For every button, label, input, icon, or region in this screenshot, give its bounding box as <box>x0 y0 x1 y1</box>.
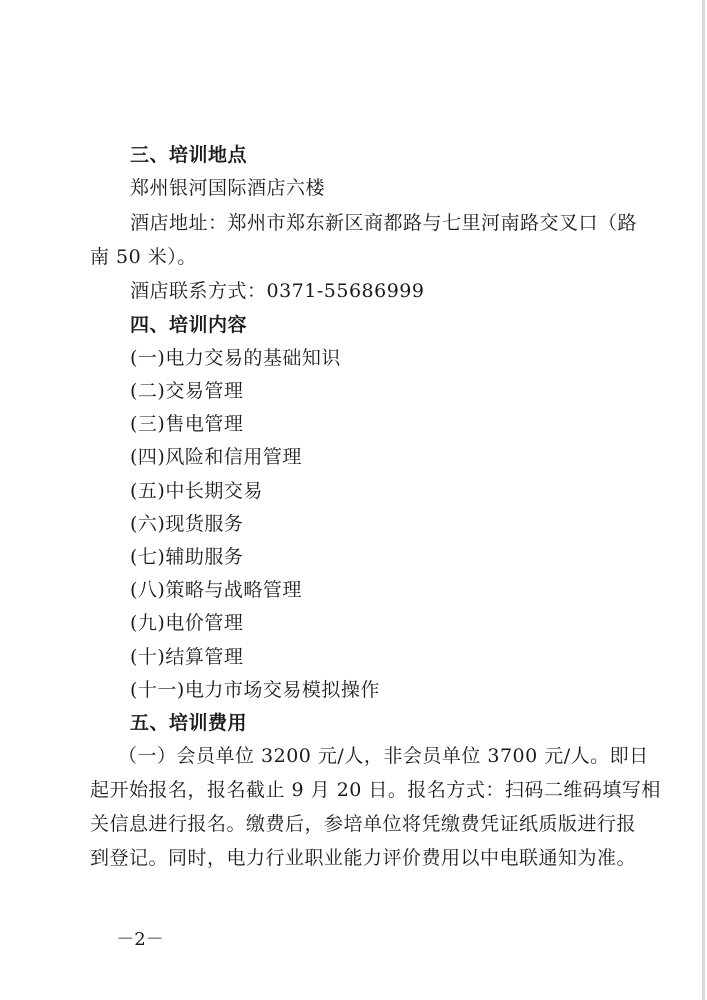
content-item: (二)交易管理 <box>130 380 244 402</box>
section-heading-fees: 五、培训费用 <box>130 712 248 734</box>
address-line-2: 南 50 米）。 <box>90 246 197 268</box>
venue-text: 郑州银河国际酒店六楼 <box>130 177 326 199</box>
content-item: (六)现货服务 <box>130 513 244 535</box>
content-item: (九)电价管理 <box>130 612 244 634</box>
fees-paragraph-line: 起开始报名，报名截止 9 月 20 日。报名方式：扫码二维码填写相 <box>90 779 661 801</box>
content-item: (五)中长期交易 <box>130 480 263 502</box>
content-item: (八)策略与战略管理 <box>130 579 302 601</box>
content-item: (三)售电管理 <box>130 413 244 435</box>
section-heading-content: 四、培训内容 <box>130 314 248 336</box>
content-item: (十)结算管理 <box>130 646 244 668</box>
content-item: (十一)电力市场交易模拟操作 <box>130 679 380 701</box>
contact-text: 酒店联系方式：0371-55686999 <box>130 280 425 302</box>
address-line-1: 酒店地址：郑州市郑东新区商都路与七里河南路交叉口（路 <box>130 212 638 234</box>
scan-edge-divider <box>702 0 705 1000</box>
section-heading-location: 三、培训地点 <box>130 144 248 166</box>
content-item: (一)电力交易的基础知识 <box>130 347 341 369</box>
content-item: (七)辅助服务 <box>130 546 244 568</box>
fees-paragraph-line: 关信息进行报名。缴费后，参培单位将凭缴费凭证纸质版进行报 <box>90 813 637 835</box>
content-item: (四)风险和信用管理 <box>130 446 302 468</box>
page-number: －2－ <box>116 929 164 950</box>
fees-paragraph-line: （一）会员单位 3200 元/人，非会员单位 3700 元/人。即日 <box>118 745 649 767</box>
fees-paragraph-line: 到登记。同时，电力行业职业能力评价费用以中电联通知为准。 <box>90 847 637 869</box>
